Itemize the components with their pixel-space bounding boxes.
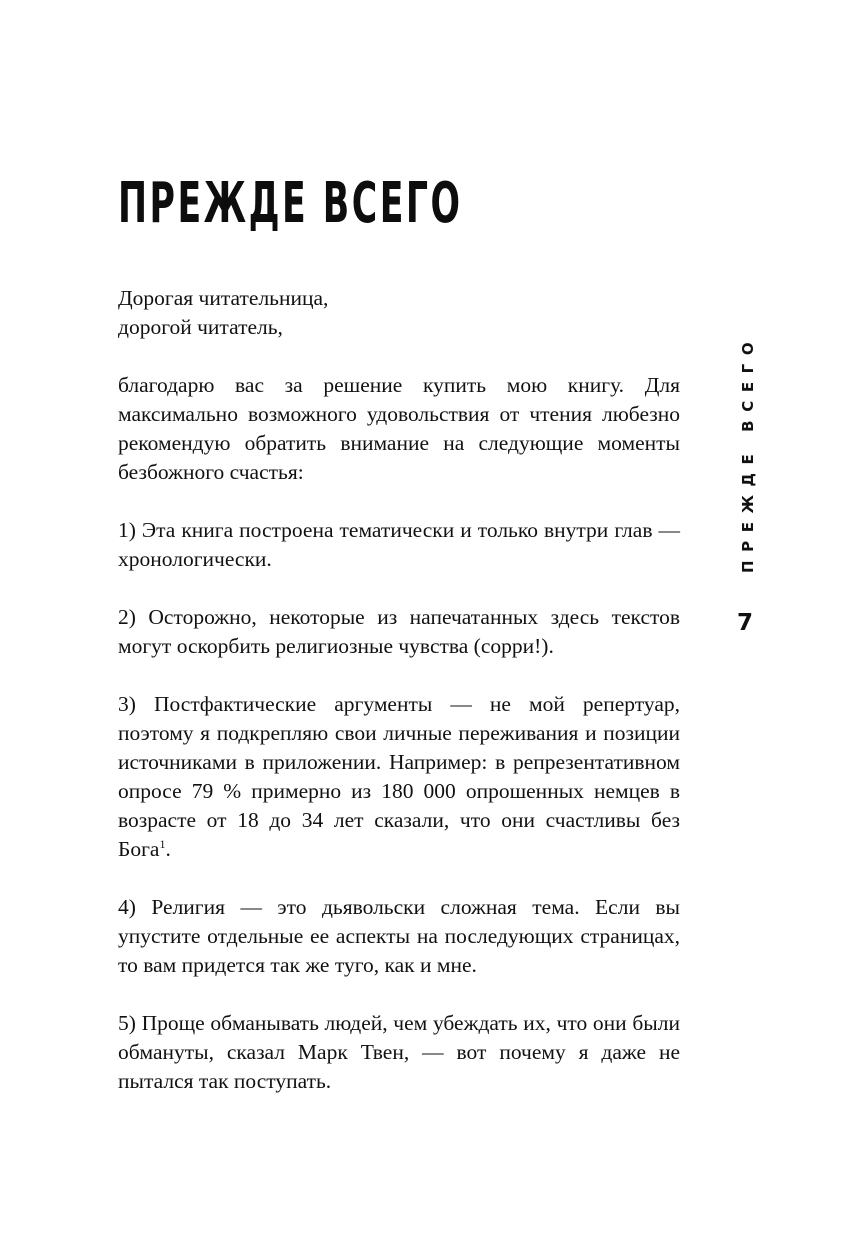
point-4: 4) Религия — это дьявольски сложная тема. Если вы упустите отдельные ее аспекты на последующих страницах, то вам придется так же туго, как и мне. bbox=[118, 895, 680, 977]
point-3-end: . bbox=[165, 837, 171, 861]
footnote-reference[interactable]: 1 bbox=[159, 837, 166, 851]
page-number: 7 bbox=[737, 610, 754, 636]
greeting-line-1: Дорогая читательница, bbox=[118, 286, 329, 310]
running-head: ПРЕЖДЕ ВСЕГО bbox=[739, 333, 757, 573]
point-3 bbox=[118, 690, 680, 864]
point-3-text: 3) Постфактические аргументы — не мой репертуар, поэтому я подкрепляю свои личные переживания и позиции источниками в приложении. Например: в репрезентативном опросе 79 % примерно из 180 000 опрошенных немцев в возрасте от 18 до 34 лет сказали, что они счастливы без Бога bbox=[118, 692, 680, 861]
greeting-line-2: дорогой читатель, bbox=[118, 315, 283, 339]
point-5: 5) Проще обманывать людей, чем убеждать их, что они были обмануты, сказал Марк Твен, — вот почему я даже не пытался так поступать. bbox=[118, 1011, 680, 1093]
greeting bbox=[118, 284, 680, 342]
point-2: 2) Осторожно, некоторые из напечатанных здесь текстов могут оскорбить религиозные чувства (сорри!). bbox=[118, 605, 680, 658]
body-text bbox=[118, 284, 680, 1096]
point-1: 1) Эта книга построена тематически и только внутри глав — хронологически. bbox=[118, 518, 680, 571]
intro-paragraph: благодарю вас за решение купить мою книгу. Для максимально возможного удовольствия от чтения любезно рекомендую обратить внимание на следующие моменты безбожного счастья: bbox=[118, 373, 680, 484]
chapter-title: ПРЕЖДЕ ВСЕГО bbox=[118, 170, 463, 236]
